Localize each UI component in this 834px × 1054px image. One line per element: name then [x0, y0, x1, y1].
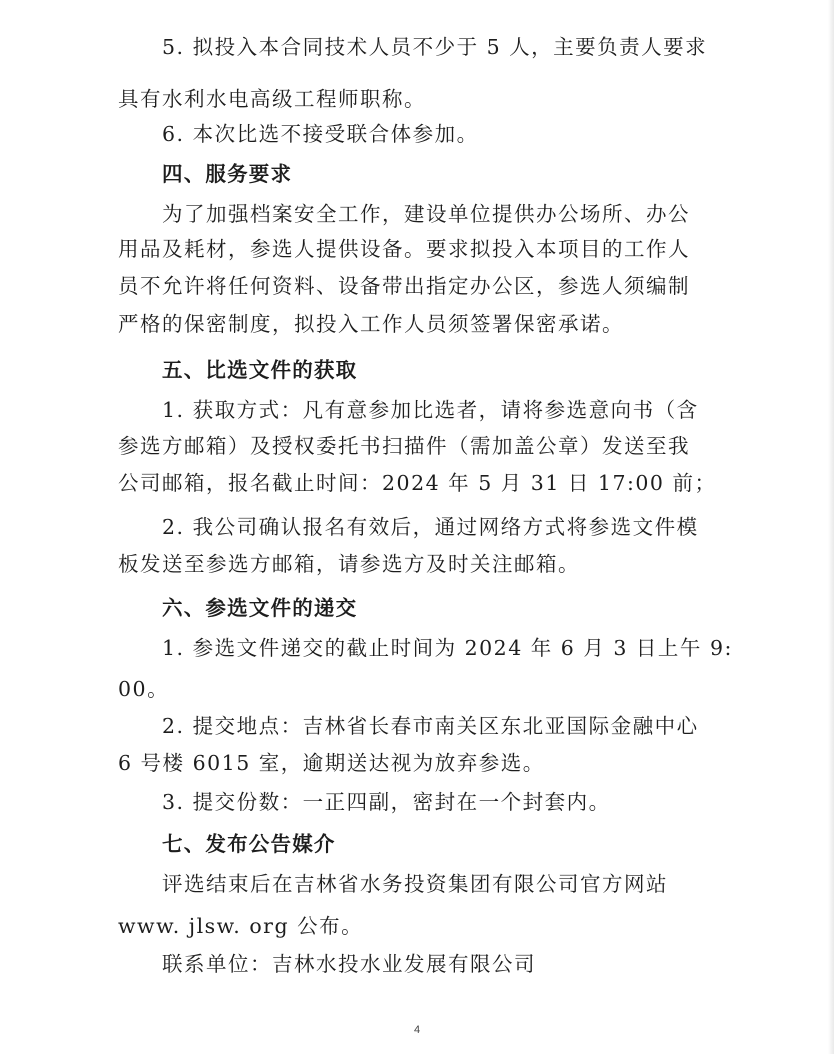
text-line: 为了加强档案安全工作，建设单位提供办公场所、办公: [162, 202, 690, 226]
page-number: 4: [413, 1024, 421, 1036]
text-line: 具有水利水电高级工程师职称。: [118, 87, 426, 111]
text-line: 1. 参选文件递交的截止时间为 2024 年 6 月 3 日上午 9:: [162, 636, 733, 660]
text-line: 评选结束后在吉林省水务投资集团有限公司官方网站: [162, 872, 668, 896]
text-line: 6. 本次比选不接受联合体参加。: [162, 122, 479, 146]
section-heading: 六、参选文件的递交: [162, 596, 358, 620]
text-line: 2. 提交地点：吉林省长春市南关区东北亚国际金融中心: [162, 714, 699, 738]
text-line: 公司邮箱，报名截止时间：2024 年 5 月 31 日 17:00 前；: [118, 471, 717, 495]
text-line: 用品及耗材，参选人提供设备。要求拟投入本项目的工作人: [118, 237, 690, 261]
text-line: 2. 我公司确认报名有效后，通过网络方式将参选文件模: [162, 515, 699, 539]
text-line: 员不允许将任何资料、设备带出指定办公区，参选人须编制: [118, 274, 690, 298]
text-line: 6 号楼 6015 室，逾期送达视为放弃参选。: [118, 751, 545, 775]
section-heading: 七、发布公告媒介: [162, 832, 336, 856]
text-line: 1. 获取方式：凡有意参加比选者，请将参选意向书（含: [162, 398, 699, 422]
text-line: 3. 提交份数：一正四副，密封在一个封套内。: [162, 790, 611, 814]
text-line: 00。: [118, 677, 170, 701]
text-line: 严格的保密制度，拟投入工作人员须签署保密承诺。: [118, 312, 624, 336]
text-line: 参选方邮箱）及授权委托书扫描件（需加盖公章）发送至我: [118, 434, 690, 458]
text-line: 联系单位：吉林水投水业发展有限公司: [162, 952, 536, 976]
section-heading: 五、比选文件的获取: [162, 358, 358, 382]
text-line: www. jlsw. org 公布。: [118, 914, 364, 938]
text-line: 板发送至参选方邮箱，请参选方及时关注邮箱。: [118, 552, 580, 576]
text-line: 5. 拟投入本合同技术人员不少于 5 人，主要负责人要求: [162, 35, 708, 59]
section-heading: 四、服务要求: [162, 162, 293, 186]
